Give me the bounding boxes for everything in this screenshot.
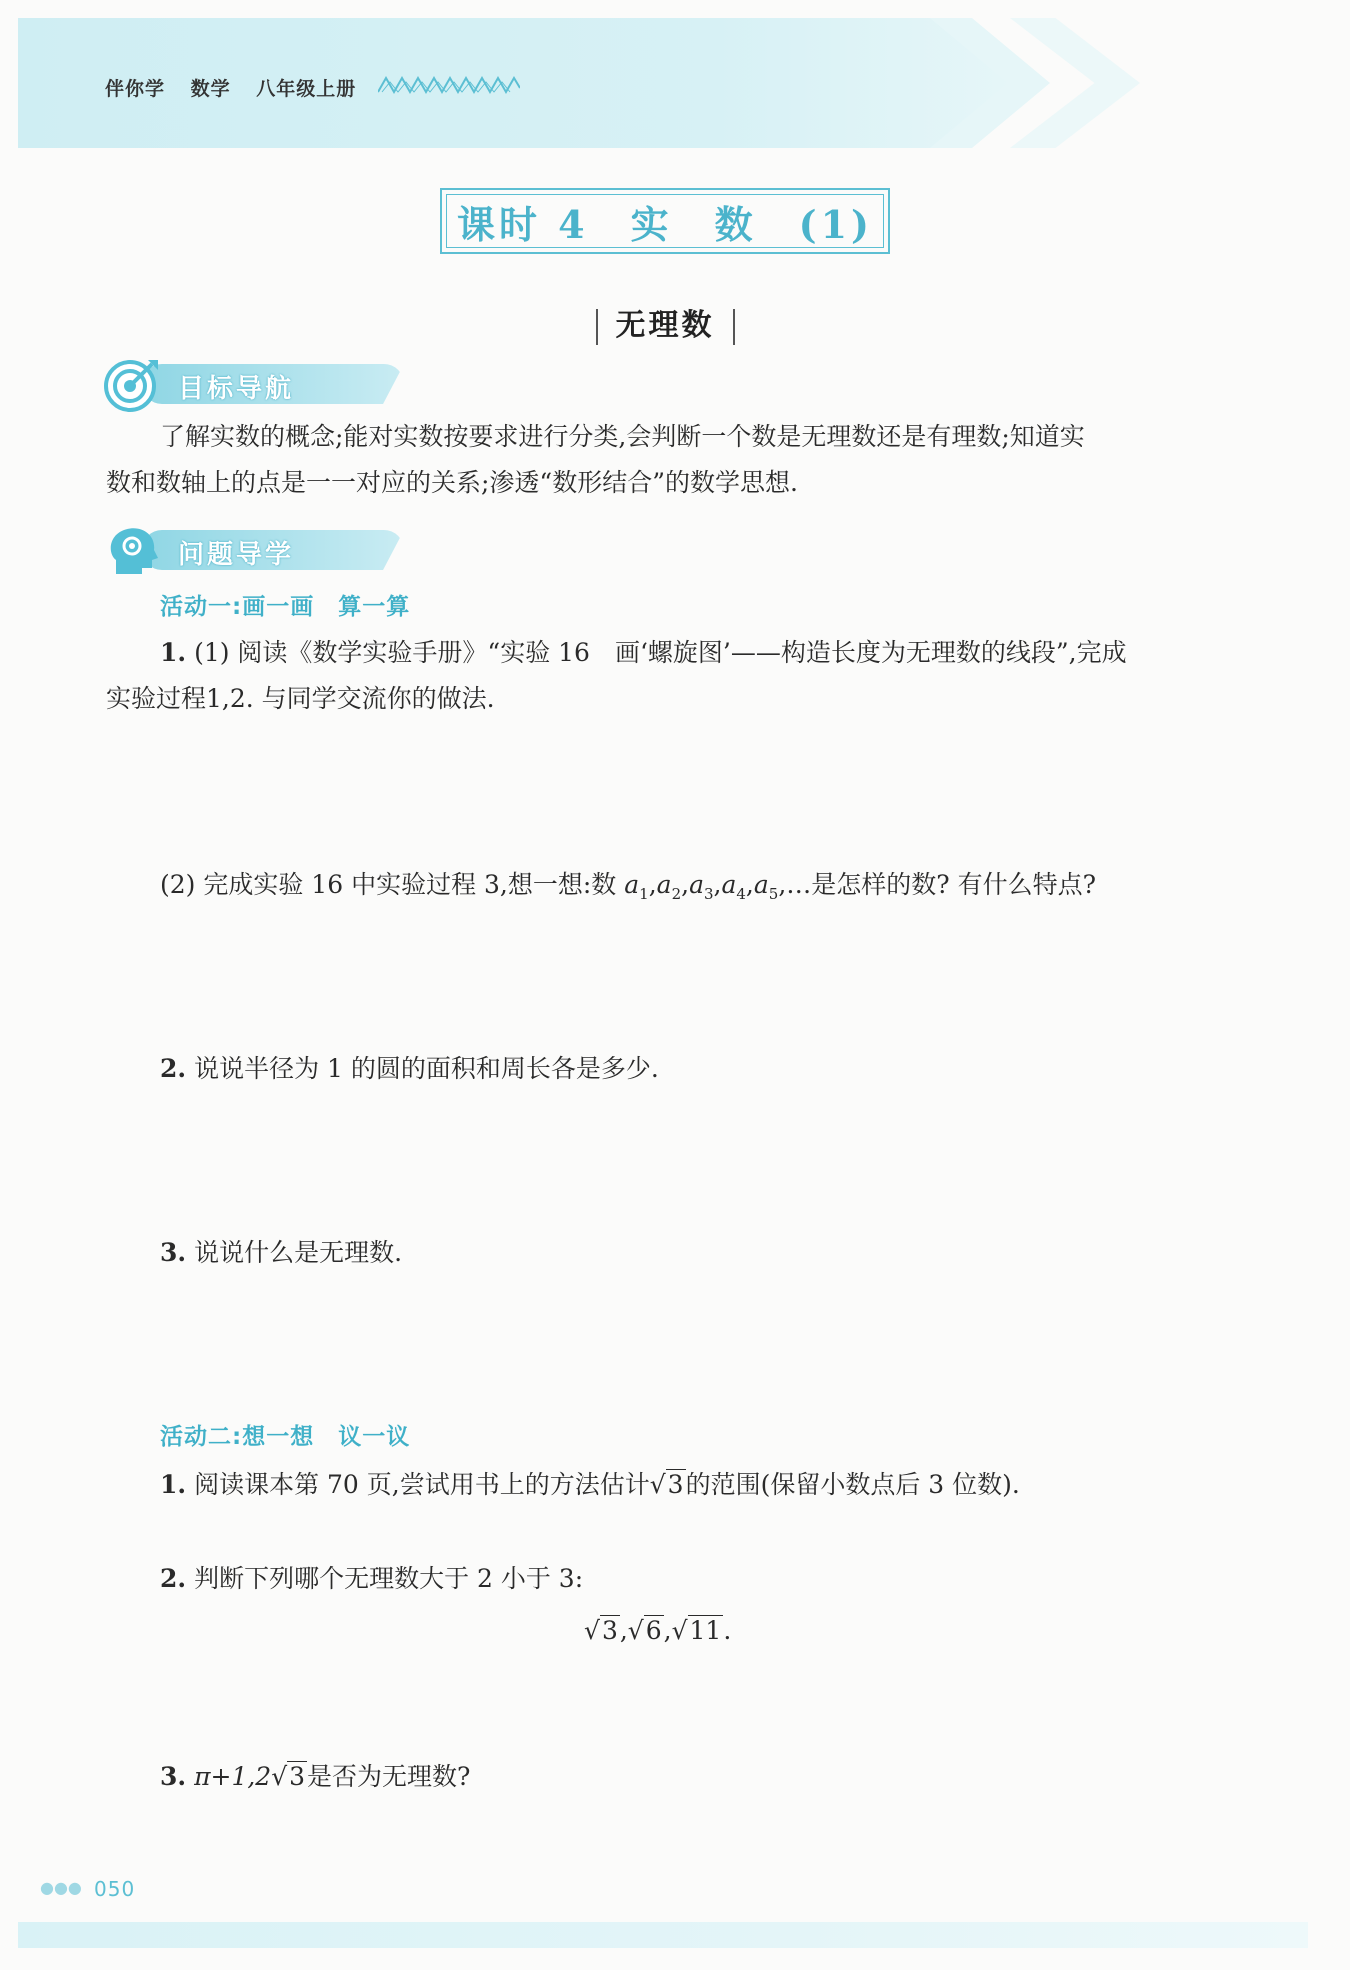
target-icon <box>104 358 160 414</box>
seq-sub: 4 <box>736 885 746 903</box>
seq-sub: 2 <box>671 885 682 903</box>
seq-var: a <box>689 870 704 899</box>
a1-question-1 <box>160 630 1127 676</box>
seq-sub: 5 <box>768 885 779 903</box>
a1-q2-text: 说说半径为 1 的圆的面积和周长各是多少. <box>194 1054 659 1083</box>
seq-var: a <box>721 870 737 899</box>
head-gear-icon <box>106 524 160 580</box>
question-number: 1. <box>160 1470 187 1499</box>
section-heading-text: 无理数 <box>615 308 715 343</box>
a1-question-3 <box>160 1230 402 1276</box>
a1-q1-line-2: 实验过程1,2. 与同学交流你的做法. <box>106 684 495 713</box>
running-header <box>105 74 374 101</box>
question-number: 2. <box>160 1054 187 1083</box>
sqrt-symbol: √ <box>671 1616 688 1645</box>
a2-q1-pre: 阅读课本第 70 页,尝试用书上的方法估计 <box>194 1470 650 1499</box>
a1-question-2 <box>160 1046 659 1092</box>
a1-q3-text: 说说什么是无理数. <box>194 1238 403 1267</box>
a2-question-1 <box>160 1462 1020 1508</box>
page-dots-icon: ●●● <box>40 1878 82 1897</box>
goals-line-1: 了解实数的概念;能对实数按要求进行分类,会判断一个数是无理数还是有理数;知道实 <box>160 422 1085 451</box>
seq-var: a <box>624 870 640 899</box>
heading-bar-right <box>733 309 735 345</box>
sqrt-symbol: √ <box>584 1616 600 1645</box>
goals-line-2: 数和数轴上的点是一一对应的关系;渗透“数形结合”的数学思想. <box>106 468 798 497</box>
activity-2-title: 活动二:想一想 议一议 <box>160 1424 411 1450</box>
seq-var: a <box>753 870 769 899</box>
a1-q1-part2-pre: (2) 完成实验 16 中实验过程 3,想一想:数 <box>160 870 625 899</box>
guide-tag-label: 问题导学 <box>178 540 295 570</box>
zigzag-icon <box>378 76 520 94</box>
radicand: 3 <box>289 1762 306 1791</box>
goals-tag <box>104 358 414 408</box>
a1-q1-part2-post: ,…是怎样的数? 有什么特点? <box>778 870 1097 899</box>
a2-q3-post: 是否为无理数? <box>307 1762 471 1791</box>
a2-q2-options: √3,√6,√11. <box>584 1616 732 1645</box>
radicand: 6 <box>645 1616 662 1645</box>
page-number: 050 <box>94 1877 136 1901</box>
radicand: 11 <box>689 1616 722 1645</box>
section-heading <box>0 300 1330 345</box>
seq-sub: 1 <box>639 885 649 903</box>
a2-q2-text: 判断下列哪个无理数大于 2 小于 3: <box>194 1564 584 1593</box>
sqrt-symbol: √ <box>649 1470 666 1499</box>
a2-q1-post: 的范围(保留小数点后 3 位数). <box>685 1470 1020 1499</box>
book-name: 伴你学 <box>105 78 166 100</box>
grade-name: 八年级上册 <box>256 78 357 100</box>
guide-tag <box>104 524 414 574</box>
sqrt-symbol: √ <box>271 1762 288 1791</box>
question-number: 3. <box>160 1238 187 1267</box>
sqrt-symbol: √ <box>627 1616 644 1645</box>
a2-question-3 <box>160 1754 470 1800</box>
radicand: 3 <box>667 1470 684 1499</box>
a2-q3-pi: π+1,2 <box>194 1762 272 1791</box>
a1-q1-part-2: (2) 完成实验 16 中实验过程 3,想一想:数 $a_1,a_2,a_3,a_4,a_5,\dots$是怎样的数? 有什么特点? <box>160 870 1097 903</box>
a2-question-2 <box>160 1556 583 1602</box>
question-number: 2. <box>160 1564 187 1593</box>
radicand: 3 <box>601 1616 618 1645</box>
seq-var: a <box>656 870 672 899</box>
question-number: 3. <box>160 1762 187 1791</box>
goals-tag-label: 目标导航 <box>178 374 295 404</box>
heading-bar-left <box>596 309 598 345</box>
a1-q1-line-1: (1) 阅读《数学实验手册》“实验 16 画‘螺旋图’——构造长度为无理数的线段”,完成 <box>194 638 1127 667</box>
question-number: 1. <box>160 638 187 667</box>
subject-name: 数学 <box>190 78 231 100</box>
footer-band <box>18 1922 1308 1948</box>
activity-1-title: 活动一:画一画 算一算 <box>160 594 411 620</box>
lesson-title-box <box>440 188 890 254</box>
seq-sub: 3 <box>703 885 714 903</box>
lesson-title: 课时 4 实 数 (1) <box>446 194 884 248</box>
